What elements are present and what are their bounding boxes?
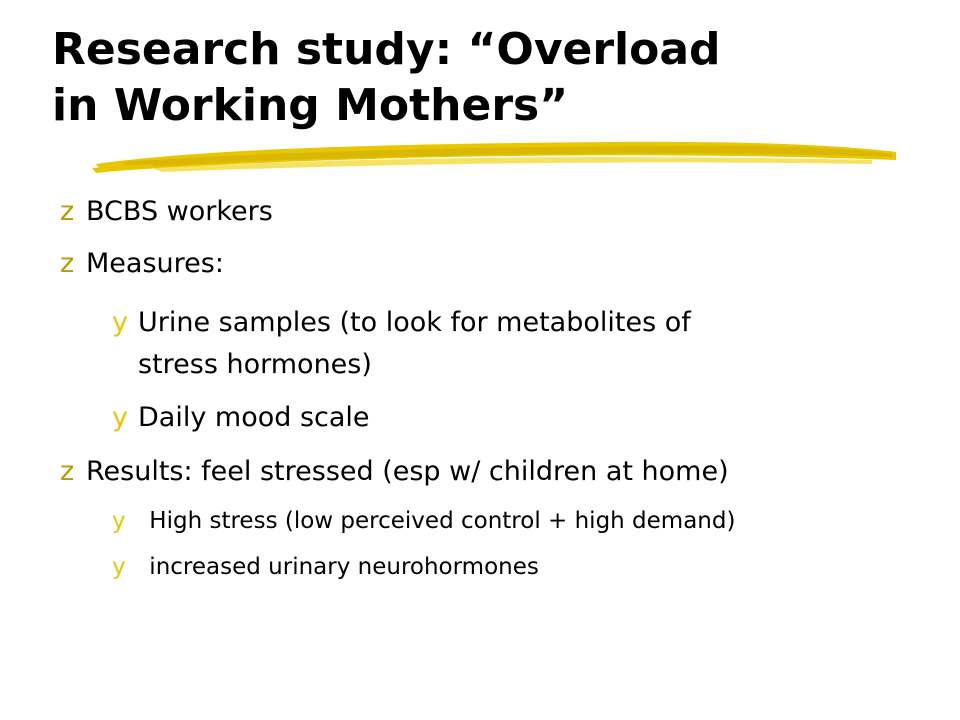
- bullet-text: Results: feel stressed (esp w/ children at home): [86, 456, 729, 487]
- bullet-text: Urine samples (to look for metabolites of: [138, 307, 691, 338]
- bullet-text: increased urinary neurohormones: [142, 554, 539, 580]
- list-item: [112, 508, 735, 534]
- y-bullet-icon: y: [112, 554, 126, 580]
- list-item: [112, 402, 370, 433]
- list-item: [60, 196, 273, 227]
- list-item: [60, 456, 729, 487]
- z-bullet-icon: z: [60, 248, 75, 279]
- bullet-text: BCBS workers: [86, 196, 273, 227]
- slide-title-line-1: Research study: “Overload: [52, 24, 721, 75]
- bullet-text: Daily mood scale: [138, 402, 370, 433]
- y-bullet-icon: y: [112, 508, 126, 534]
- y-bullet-icon: y: [112, 402, 128, 433]
- list-item: [60, 248, 224, 279]
- list-item: [112, 554, 539, 580]
- z-bullet-icon: z: [60, 456, 75, 487]
- bullet-text: High stress (low perceived control + high demand): [142, 508, 736, 534]
- bullet-text-continuation: stress hormones): [138, 349, 372, 380]
- slide-title-line-2: in Working Mothers”: [52, 80, 569, 131]
- z-bullet-icon: z: [60, 196, 75, 227]
- y-bullet-icon: y: [112, 307, 128, 338]
- title-brush-underline: [92, 138, 900, 182]
- list-item: [112, 302, 691, 386]
- bullet-text: Measures:: [86, 248, 224, 279]
- slide-title: [52, 22, 932, 134]
